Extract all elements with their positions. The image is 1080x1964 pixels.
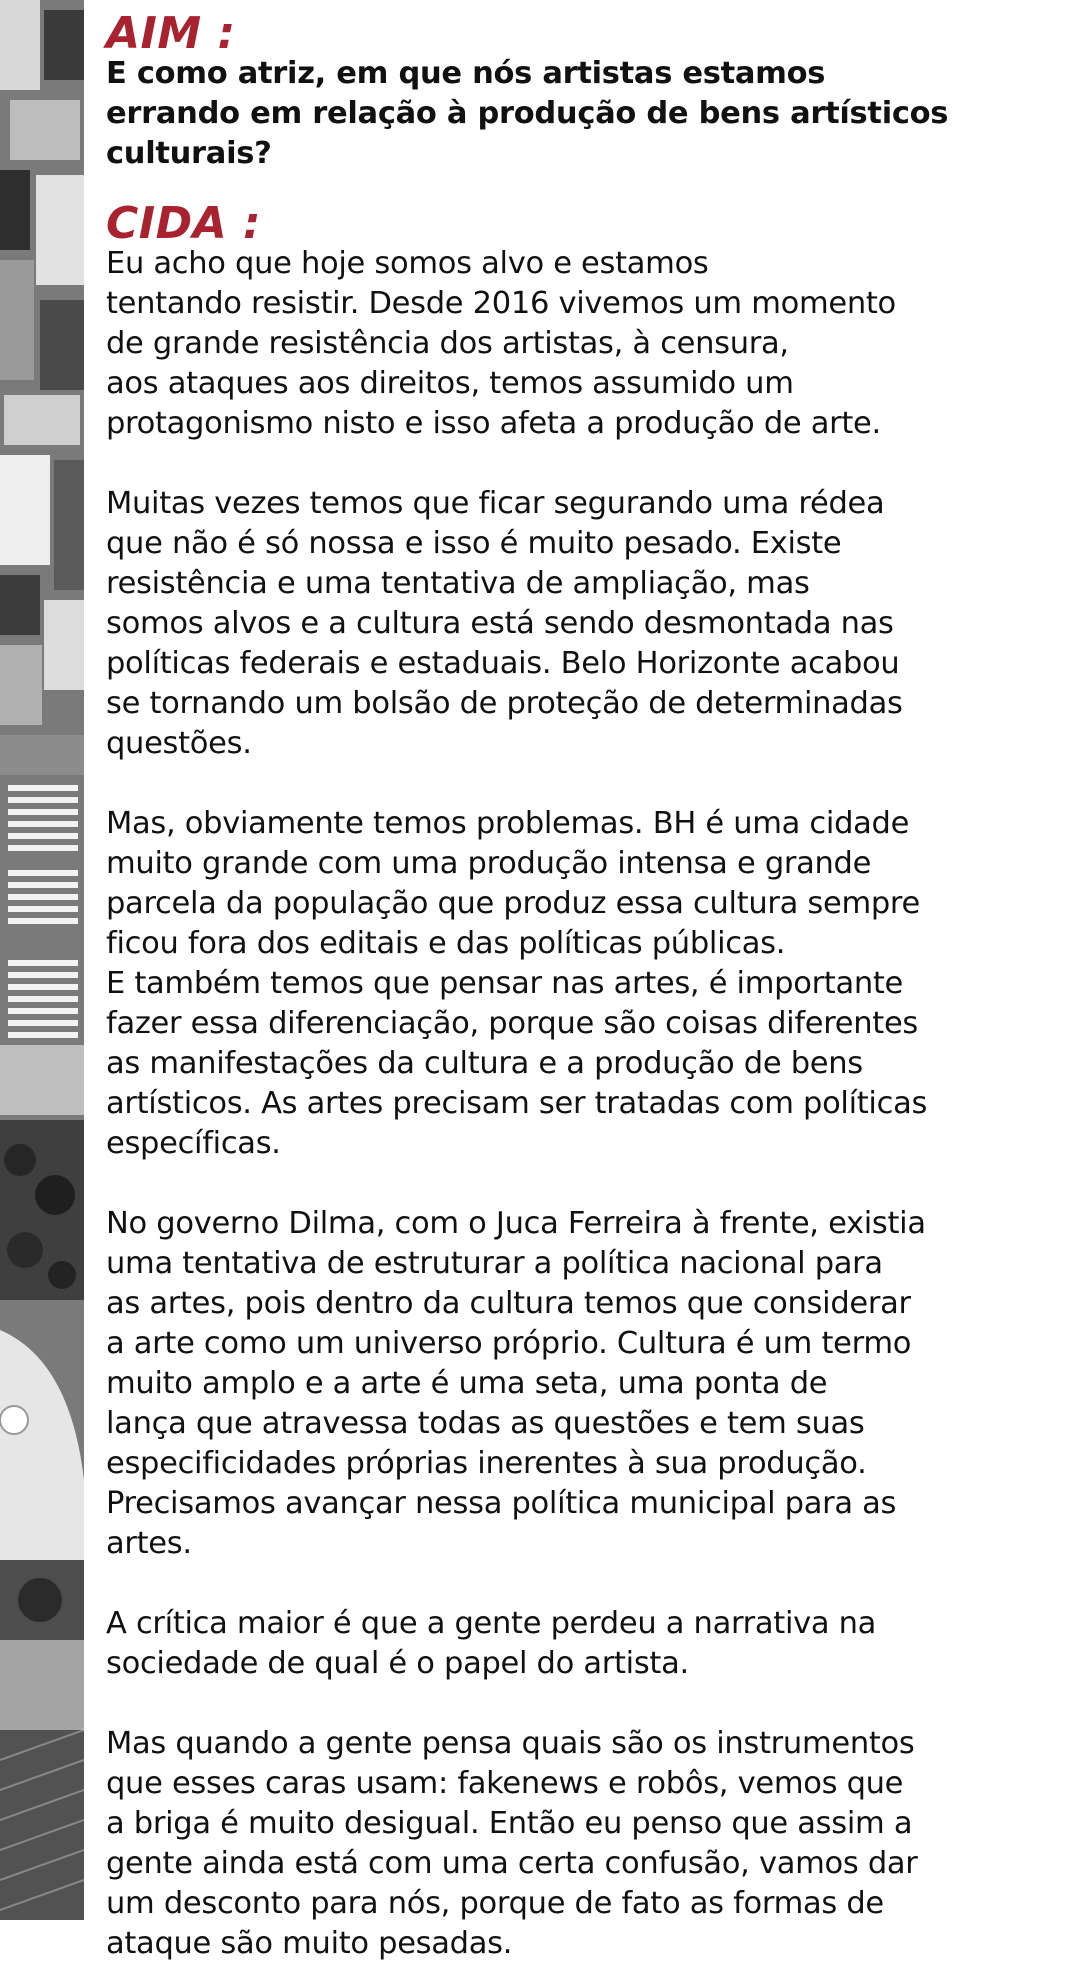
- question-line: culturais?: [106, 136, 272, 171]
- question-block: [106, 8, 1006, 174]
- answer-line: que não é só nossa e isso é muito pesado. Existe: [106, 526, 842, 561]
- answer-line: resistência e uma tentativa de ampliação, mas: [106, 566, 810, 601]
- question-line: E como atriz, em que nós artistas estamos: [106, 56, 826, 91]
- answer-line: sociedade de qual é o papel do artista.: [106, 1646, 689, 1681]
- answer-line: específicas.: [106, 1126, 281, 1161]
- answer-line: aos ataques aos direitos, temos assumido um: [106, 366, 794, 401]
- answer-paragraph-3: [106, 804, 1006, 1164]
- answer-line: questões.: [106, 726, 252, 761]
- interviewee-speaker-label: CIDA :: [106, 198, 262, 249]
- question-line: errando em relação à produção de bens artísticos: [106, 96, 949, 131]
- answer-line: A crítica maior é que a gente perdeu a narrativa na: [106, 1606, 877, 1641]
- answer-line: No governo Dilma, com o Juca Ferreira à frente, existia: [106, 1206, 926, 1241]
- answer-line: artísticos. As artes precisam ser tratadas com políticas: [106, 1086, 928, 1121]
- answer-line: a briga é muito desigual. Então eu penso que assim a: [106, 1806, 913, 1841]
- answer-line: ataque são muito pesadas.: [106, 1926, 513, 1961]
- answer-paragraph-5: [106, 1604, 1006, 1684]
- answer-line: se tornando um bolsão de proteção de determinadas: [106, 686, 903, 721]
- answer-line: lança que atravessa todas as questões e tem suas: [106, 1406, 865, 1441]
- answer-paragraph-4: [106, 1204, 1006, 1564]
- answer-line: artes.: [106, 1526, 192, 1561]
- answer-line: E também temos que pensar nas artes, é importante: [106, 966, 904, 1001]
- answer-line: Muitas vezes temos que ficar segurando uma rédea: [106, 486, 885, 521]
- answer-line: especificidades próprias inerentes à sua produção.: [106, 1446, 867, 1481]
- answer-line: somos alvos e a cultura está sendo desmontada nas: [106, 606, 894, 641]
- answer-line: uma tentativa de estruturar a política nacional para: [106, 1246, 883, 1281]
- answer-line: um desconto para nós, porque de fato as formas de: [106, 1886, 884, 1921]
- aerial-city-photo: [0, 0, 84, 1920]
- answer-line: ficou fora dos editais e das políticas públicas.: [106, 926, 786, 961]
- answer-line: muito amplo e a arte é uma seta, uma ponta de: [106, 1366, 828, 1401]
- answer-line: gente ainda está com uma certa confusão, vamos dar: [106, 1846, 918, 1881]
- answer-line: Precisamos avançar nessa política municipal para as: [106, 1486, 897, 1521]
- answer-line: de grande resistência dos artistas, à censura,: [106, 326, 789, 361]
- answer-line: muito grande com uma produção intensa e grande: [106, 846, 872, 881]
- interviewer-speaker-label: AIM :: [106, 8, 236, 59]
- aerial-city-photo-strip: [0, 0, 84, 1920]
- answer-paragraph-6: [106, 1724, 1006, 1964]
- question-text: [106, 8, 1006, 174]
- answer-line: fazer essa diferenciação, porque são coisas diferentes: [106, 1006, 919, 1041]
- answer-line: a arte como um universo próprio. Cultura é um termo: [106, 1326, 912, 1361]
- answer-block: [106, 198, 1006, 1964]
- interview-content: [106, 8, 1006, 1964]
- answer-line: Eu acho que hoje somos alvo e estamos: [106, 246, 709, 281]
- answer-line: Mas quando a gente pensa quais são os instrumentos: [106, 1726, 915, 1761]
- answer-line: políticas federais e estaduais. Belo Horizonte acabou: [106, 646, 900, 681]
- answer-line: parcela da população que produz essa cultura sempre: [106, 886, 920, 921]
- answer-line: as manifestações da cultura e a produção de bens: [106, 1046, 863, 1081]
- answer-line: Mas, obviamente temos problemas. BH é uma cidade: [106, 806, 910, 841]
- answer-line: que esses caras usam: fakenews e robôs, vemos que: [106, 1766, 904, 1801]
- answer-line: protagonismo nisto e isso afeta a produção de arte.: [106, 406, 881, 441]
- answer-paragraph-2: [106, 484, 1006, 764]
- answer-line: as artes, pois dentro da cultura temos que considerar: [106, 1286, 911, 1321]
- answer-line: tentando resistir. Desde 2016 vivemos um momento: [106, 286, 896, 321]
- answer-paragraph-1: [106, 198, 1006, 444]
